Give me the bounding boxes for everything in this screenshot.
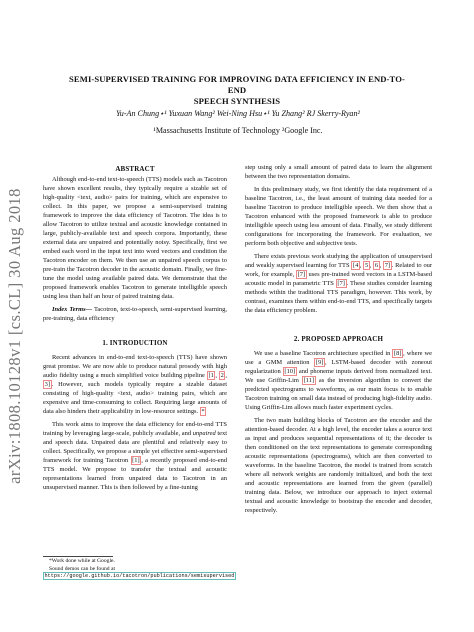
right-p2-text-b: . Related to our work, for example, bbox=[245, 262, 433, 278]
proposed-approach-heading: 2. PROPOSED APPROACH bbox=[293, 335, 384, 343]
index-terms-label: Index Terms— bbox=[52, 306, 93, 313]
right-paragraph-2: There exists previous work studying the application of unsupervised and weakly supervised learning for TTS [4 , 5 , 6 , 7] . Related to our work, for example, [7] uses pre-trained word vectors in a LSTM-based acoustic model in parametric TTS [7] . These studies consider learning methods within the traditional TTS paradigm, however. This work, by contrast, examines them within end-to-end TTS, and specifically targets the data efficiency problem. bbox=[245, 253, 433, 314]
abstract-text: Although end-to-end text-to-speech (TTS) models such as Tacotron have shown excellent results, they typically require a sizable set of high-quality <text, audio> pairs for training, which are expensive to collect. In this paper, we propose a semi-supervised training framework to improve the data efficiency of Tacotron. The idea is to allow Tacotron to utilize textual and acoustic knowledge contained in large, publicly-available text and speech corpora. Importantly, these external data are unpaired and potentially noisy. Specifically, first we embed each word in the input text into word vectors and condition the Tacotron encoder on them. We then use an unpaired speech corpus to pre-train the Tacotron decoder in the acoustic domain. Finally, we fine-tune the model using available paired data. We demonstrate that the proposed framework enables Tacotron to generate intelligible speech using less than half an hour of paired training data. bbox=[43, 176, 227, 300]
intro-p2-emphasis: unpaired bbox=[192, 430, 216, 437]
footnote-line-2 bbox=[43, 565, 235, 581]
introduction-heading: 1. INTRODUCTION bbox=[102, 339, 168, 347]
right-p3-text-d: and phoneme inputs derived from normalized text. We use Griffin-Lim bbox=[245, 368, 432, 384]
right-column bbox=[245, 163, 432, 515]
right-p3-text-c: , LSTM-based decoder with zoneout regularization bbox=[245, 359, 433, 375]
intro-paragraph-1: Recent advances in end-to-end text-to-speech (TTS) have shown great promise. We are now able to produce natural prosody with high audio fidelity using a much simplified voice building pipeline [1 , 2 , 3] . However, such models typically require a sizable dataset consisting of high-quality <text, audio> training pairs, which are expensive and time-consuming to collect. Requiring large amounts of data also hinders their applicability in low-resource settings. * bbox=[43, 354, 228, 415]
footnote-text: Sound demos can be found at bbox=[49, 565, 116, 572]
intro-p2-text-b: text and speech data. Unpaired data are plentiful and relatively easy to collect. Specifically, we propose a simple yet effective semi-supervised framework for training Tacotron bbox=[43, 430, 227, 464]
right-p3-text-b: , where we use a GMM attention bbox=[245, 350, 432, 366]
citation-link[interactable]: 2 bbox=[220, 372, 224, 379]
left-column bbox=[43, 163, 227, 492]
abstract-heading: ABSTRACT bbox=[115, 165, 155, 173]
citation-link[interactable]: [11] bbox=[303, 377, 315, 384]
right-paragraph-3 bbox=[245, 349, 432, 412]
right-p2-text-c: uses pre-trained word vectors in a LSTM-based acoustic model in parametric TTS bbox=[245, 271, 432, 287]
citation-link[interactable]: 7] bbox=[384, 262, 391, 269]
index-terms bbox=[43, 305, 227, 323]
right-p3-text-e: as the inversion algorithm to convert the predicted spectrograms to waveforms, as our main focus is to enable Tacotron training on small data instead of producing high-fidelity audio. Using Griffin-Lim allows much faster experiment cycles. bbox=[245, 377, 432, 411]
right-p2-text-d: . These studies consider learning methods within the traditional TTS paradigm, however. This work, by contrast, examines them within end-to-end TTS, and specifically targets the data efficiency problem. bbox=[245, 280, 432, 314]
demo-url-link[interactable]: https://google.github.io/tacotron/publications/semisupervised bbox=[44, 573, 235, 580]
citation-link[interactable]: [7] bbox=[337, 280, 345, 287]
author-list: Yu-An Chung⋆¹ Yuxuan Wang² Wei-Ning Hsu⋆¹ Yu Zhang² RJ Skerry-Ryan² bbox=[116, 109, 360, 118]
footnote-link[interactable]: * bbox=[201, 408, 205, 415]
intro-p1-text-a: Recent advances in end-to-end text-to-speech (TTS) have shown great promise. We are now able to produce natural prosody with high audio fidelity using a much simplified voice building pipeline bbox=[43, 354, 227, 379]
right-paragraph-1: In this preliminary study, we first identify the data requirement of a baseline Tacotron, i.e., the least amount of training data needed for a baseline Tacotron to produce intelligible speech. We then show that a Tacotron enhanced with the proposed framework is able to produce intelligible speech using less amount of data. Finally, we study different configurations for incorporating the framework. For evaluation, we perform both objective and subjective tests. bbox=[245, 186, 432, 247]
paper-title-line-1: SEMI-SUPERVISED TRAINING FOR IMPROVING DATA EFFICIENCY IN END-TO-END bbox=[69, 74, 405, 95]
citation-link[interactable]: [1 bbox=[208, 372, 214, 379]
footnote-rule bbox=[43, 556, 113, 557]
citation-link[interactable]: [10] bbox=[284, 368, 296, 375]
affiliations: ¹Massachusetts Institute of Technology ²Google Inc. bbox=[153, 126, 323, 135]
paper-title-line-2: SPEECH SYNTHESIS bbox=[193, 96, 281, 106]
arxiv-identifier-text: arXiv:1808.10128v1 [cs.CL] 30 Aug 2018 bbox=[5, 188, 24, 484]
right-p3-text-a: We use a baseline Tacotron architecture specified in bbox=[254, 350, 393, 357]
right-paragraph-4: The two main building blocks of Tacotron are the encoder and the attention-based decoder. At a high level, the encoder takes a source text as input and produces sequential representations of it; the decoder is then conditioned on the text representations to generate corresponding acoustic representations (spectrograms), which are then converted to waveforms. In the baseline Tacotron, the model is trained from scratch where all network weights are randomly initialized, and both the text and acoustic representations are learned from the given (parallel) training data. Below, we introduce our approach to inject external textual and acoustic knowledge to bootstrap the encoder and decoder, respectively. bbox=[245, 417, 432, 514]
citation-link[interactable]: 5 bbox=[364, 262, 369, 269]
citation-link[interactable]: 3] bbox=[44, 381, 50, 388]
intro-p1-text-b: . However, such models typically require a sizable dataset consisting of high-quality <text, audio> training pairs, which are expensive and time-consuming to collect. Requiring large amounts of data also hinders their applicability in low-resource settings. bbox=[43, 381, 227, 415]
intro-p2-text-a: This work aims to improve the data efficiency for end-to-end TTS training by leveraging large-scale, publicly available, and bbox=[43, 421, 227, 437]
citation-link[interactable]: [9] bbox=[315, 359, 324, 366]
citation-link[interactable]: 6 bbox=[374, 262, 379, 269]
index-terms-text: Tacotron, text-to-speech, semi-supervised learning, pre-training, data efficiency bbox=[43, 306, 227, 322]
arxiv-identifier bbox=[2, 176, 28, 496]
right-p2-text-a: There exists previous work studying the application of unsupervised and weakly supervised learning for TTS bbox=[245, 253, 432, 269]
intro-paragraph-2 bbox=[43, 420, 227, 492]
footnote bbox=[43, 558, 235, 581]
footnote-line-1: *Work done while at Google. bbox=[49, 558, 115, 564]
citation-link[interactable]: [7] bbox=[297, 271, 306, 278]
right-paragraph-0: step using only a small amount of paired data to learn the alignment between the two representation domains. bbox=[245, 164, 432, 180]
paper-title bbox=[62, 74, 412, 107]
citation-link[interactable]: [8] bbox=[394, 350, 402, 357]
citation-link[interactable]: [1] bbox=[132, 457, 140, 464]
intro-p2-text-c: , a recently proposed end-to-end TTS model. We propose to transfer the textual and acoustic representations learned from unpaired data to Tacotron in an unsupervised manner. This is then followed by a fine-tuning bbox=[43, 457, 228, 491]
citation-link[interactable]: [4 bbox=[352, 262, 359, 269]
